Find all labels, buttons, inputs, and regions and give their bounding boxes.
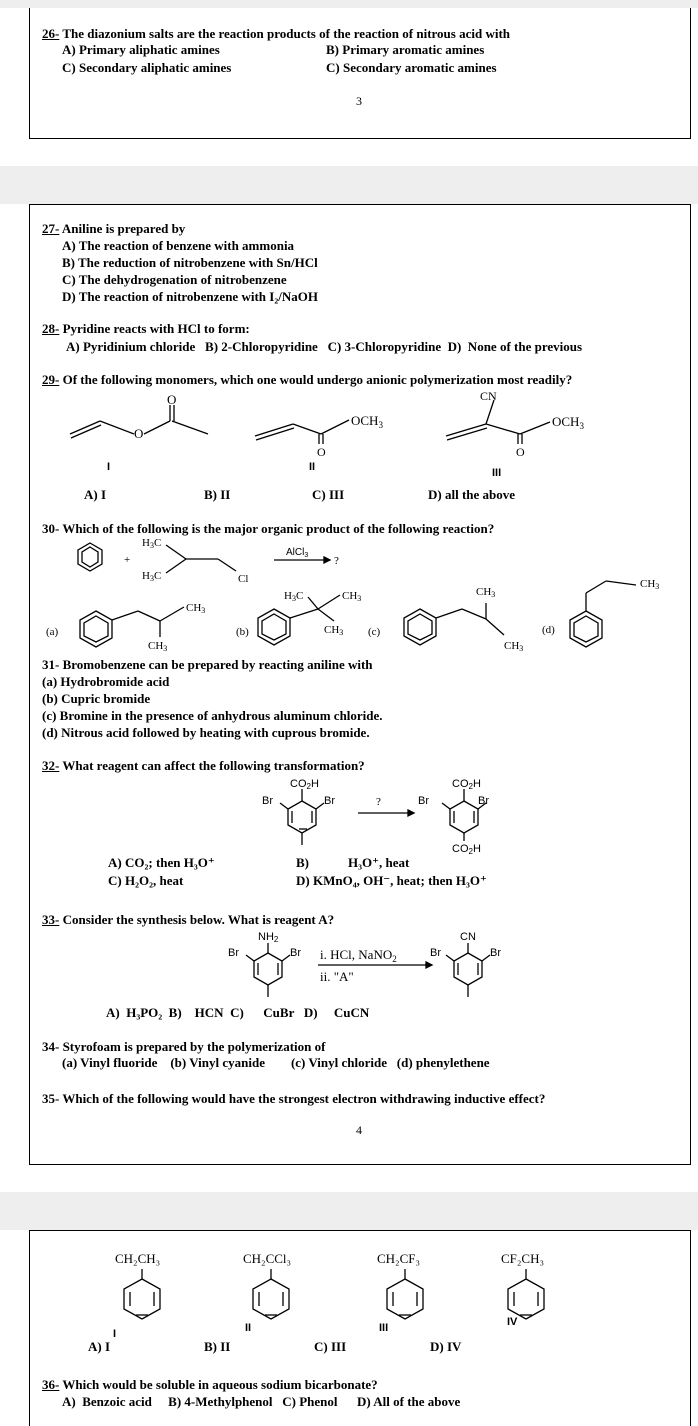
q29-text: Of the following monomers, which one would undergo anionic polymerization most readily?	[62, 372, 573, 387]
q30-answer-structures	[38, 573, 678, 651]
methyl-label-4: CH3	[342, 590, 362, 603]
reagent-label: AlCl$_3$	[286, 547, 309, 559]
h3c-label-2: H3C	[142, 570, 162, 583]
q27-option-d: D) The reaction of nitrobenzene with I₂/NaOH	[62, 289, 318, 304]
methyl-label-7: CH3	[504, 640, 524, 653]
amino-label: NH2	[258, 931, 279, 944]
q33-synthesis-scheme	[224, 929, 501, 1005]
methyl-label-3: H3C	[284, 590, 304, 603]
choice-b-label: (b)	[236, 626, 249, 638]
choice-a-label: (a)	[46, 626, 59, 638]
methyl-label-6: CH3	[476, 586, 496, 599]
product-bromo-label-2: Br	[490, 947, 501, 959]
chloride-label: Cl	[238, 573, 249, 585]
benzene-derivative-structures	[30, 1265, 670, 1325]
monomer-ii-structure	[255, 398, 425, 458]
q27-option-c: C) The dehydrogenation of nitrobenzene	[62, 272, 287, 287]
page-gap	[0, 166, 698, 204]
methyl-label-5: CH3	[324, 624, 344, 637]
q28-text: Pyridine reacts with HCl to form:	[62, 321, 250, 336]
q29-option-a: A) I	[84, 487, 107, 502]
q26-option-b: B) Primary aromatic amines	[326, 42, 485, 57]
q32-option-c: C) H₂O₂, heat	[108, 873, 184, 888]
q32-option-b: B)	[296, 855, 309, 870]
q36-stem	[42, 1377, 378, 1392]
q31-option-b: (b) Cupric bromide	[42, 691, 151, 706]
plus-sign: +	[124, 554, 131, 566]
q29-option-d: D) all the above	[428, 487, 516, 502]
q33-stem	[42, 912, 334, 927]
q27-text: Aniline is prepared by	[61, 221, 186, 236]
page-4	[29, 204, 691, 1165]
substituent-iii: CH₂CF₃	[377, 1251, 421, 1266]
q32-transformation	[258, 775, 518, 855]
product-bromo-label: Br	[418, 795, 429, 807]
q29-roman-i: I	[107, 461, 111, 473]
option-c: C) III	[314, 1339, 347, 1354]
page-3	[29, 8, 691, 139]
option-a: A) I	[88, 1339, 111, 1354]
q36-number: 36-	[42, 1377, 60, 1392]
reactant-bromo-label-2: Br	[324, 795, 335, 807]
reactant-bromo-label: Br	[262, 795, 273, 807]
bromo-label: Br	[228, 947, 239, 959]
q28-stem	[42, 321, 250, 336]
q26-number: 26-	[42, 26, 60, 41]
option-b: B) II	[204, 1339, 231, 1354]
q30-stem: 30- Which of the following is the major organic product of the following reaction?	[42, 521, 495, 536]
q29-number: 29-	[42, 372, 60, 387]
methyl-label: CH3	[186, 602, 206, 615]
option-d: D) IV	[430, 1339, 462, 1354]
q33-text: Consider the synthesis below. What is reagent A?	[62, 912, 335, 927]
step-two-label: ii. "A"	[320, 969, 354, 984]
q34-stem: 34- Styrofoam is prepared by the polymerization of	[42, 1039, 326, 1054]
q26-option-d: C) Secondary aromatic amines	[326, 60, 497, 75]
roman-iii: III	[379, 1322, 389, 1334]
monomer-iii-structure	[446, 386, 636, 458]
roman-i: I	[113, 1328, 117, 1340]
q31-option-c: (c) Bromine in the presence of anhydrous aluminum chloride.	[42, 708, 383, 723]
page-gap-top	[0, 0, 698, 8]
bromo-label-2: Br	[290, 947, 301, 959]
ester-oxygen-label: O	[134, 426, 144, 441]
page-gap-2	[0, 1192, 698, 1230]
product-bromo-label-2: Br	[478, 795, 489, 807]
cyano-label: CN	[480, 389, 497, 403]
product-bromo-label: Br	[430, 947, 441, 959]
choice-d-label: (d)	[542, 624, 555, 636]
q32-text: What reagent can affect the following transformation?	[62, 758, 365, 773]
q26-option-c: C) Secondary aliphatic amines	[62, 60, 232, 75]
substituent-i: CH₂CH₃	[115, 1251, 161, 1266]
q29-option-b: B) II	[204, 487, 231, 502]
methoxy-label: $OCH_3$	[351, 413, 383, 430]
h3c-label: H3C	[142, 537, 162, 550]
step-one-label: i. HCl, NaNO$_2$	[320, 947, 397, 964]
q32-stem	[42, 758, 365, 773]
q26-text: The diazonium salts are the reaction products of the reaction of nitrous acid with	[62, 26, 511, 41]
arrow-reagent-label: ?	[376, 796, 381, 808]
q32-option-b-text: H₃O⁺, heat	[348, 855, 410, 870]
q28-number: 28-	[42, 321, 60, 336]
q36-options: A) Benzoic acid B) 4-Methylphenol C) Phenol D) All of the above	[62, 1394, 461, 1409]
q32-option-a: A) CO₂; then H₃O⁺	[108, 855, 215, 870]
q29-roman-iii: III	[492, 467, 502, 479]
q31-option-a: (a) Hydrobromide acid	[42, 674, 170, 689]
carbonyl-oxygen-label: O	[317, 445, 326, 459]
q27-stem	[42, 221, 185, 236]
product-carboxyl-label-2: CO2H	[452, 843, 481, 856]
q28-options: A) Pyridinium chloride B) 2-Chloropyridine C) 3-Chloropyridine D) None of the previous	[66, 339, 583, 354]
q29-option-c: C) III	[312, 487, 345, 502]
page-number: 3	[356, 94, 362, 108]
q27-number: 27-	[42, 221, 60, 236]
carbonyl-oxygen-label: O	[167, 392, 177, 407]
product-carboxyl-label: CO2H	[452, 778, 481, 791]
q29-roman-ii: II	[309, 461, 316, 473]
page-5	[29, 1230, 691, 1426]
substituent-iv: CF₂CH₃	[501, 1251, 545, 1266]
substituent-ii: CH₂CCl₃	[243, 1251, 292, 1266]
q27-option-a: A) The reaction of benzene with ammonia	[62, 238, 295, 253]
q35-stem: 35- Which of the following would have the strongest electron withdrawing inductive effect?	[42, 1091, 546, 1106]
q32-number: 32-	[42, 758, 60, 773]
q32-option-d: D) KMnO₄, OH⁻, heat; then H₃O⁺	[296, 873, 487, 888]
methoxy-label: $OCH_3$	[552, 414, 584, 431]
cyano-label: CN	[460, 931, 476, 943]
methyl-label-8: CH3	[640, 578, 660, 591]
page-number: 4	[356, 1123, 362, 1137]
roman-ii: II	[245, 1322, 252, 1334]
carbonyl-oxygen-label: O	[516, 445, 525, 459]
unknown-product: ?	[334, 555, 339, 567]
q31-stem: 31- Bromobenzene can be prepared by reacting aniline with	[42, 657, 373, 672]
monomer-i-structure	[70, 391, 220, 451]
q26-option-a: A) Primary aliphatic amines	[62, 42, 220, 57]
q29-stem	[42, 372, 572, 387]
methyl-label-2: CH3	[148, 640, 168, 653]
q34-options: (a) Vinyl fluoride (b) Vinyl cyanide (c) Vinyl chloride (d) phenylethene	[62, 1055, 490, 1070]
choice-c-label: (c)	[368, 626, 381, 638]
reactant-carboxyl-label: CO2H	[290, 778, 319, 791]
roman-iv: IV	[507, 1316, 518, 1328]
q33-options: A) H₃PO₂ B) HCN C) CuBr D) CuCN	[106, 1005, 370, 1020]
q27-option-b: B) The reduction of nitrobenzene with Sn/HCl	[62, 255, 318, 270]
q36-text: Which would be soluble in aqueous sodium bicarbonate?	[62, 1377, 378, 1392]
q33-number: 33-	[42, 912, 60, 927]
q31-option-d: (d) Nitrous acid followed by heating with cuprous bromide.	[42, 725, 370, 740]
q26-stem	[42, 26, 510, 41]
